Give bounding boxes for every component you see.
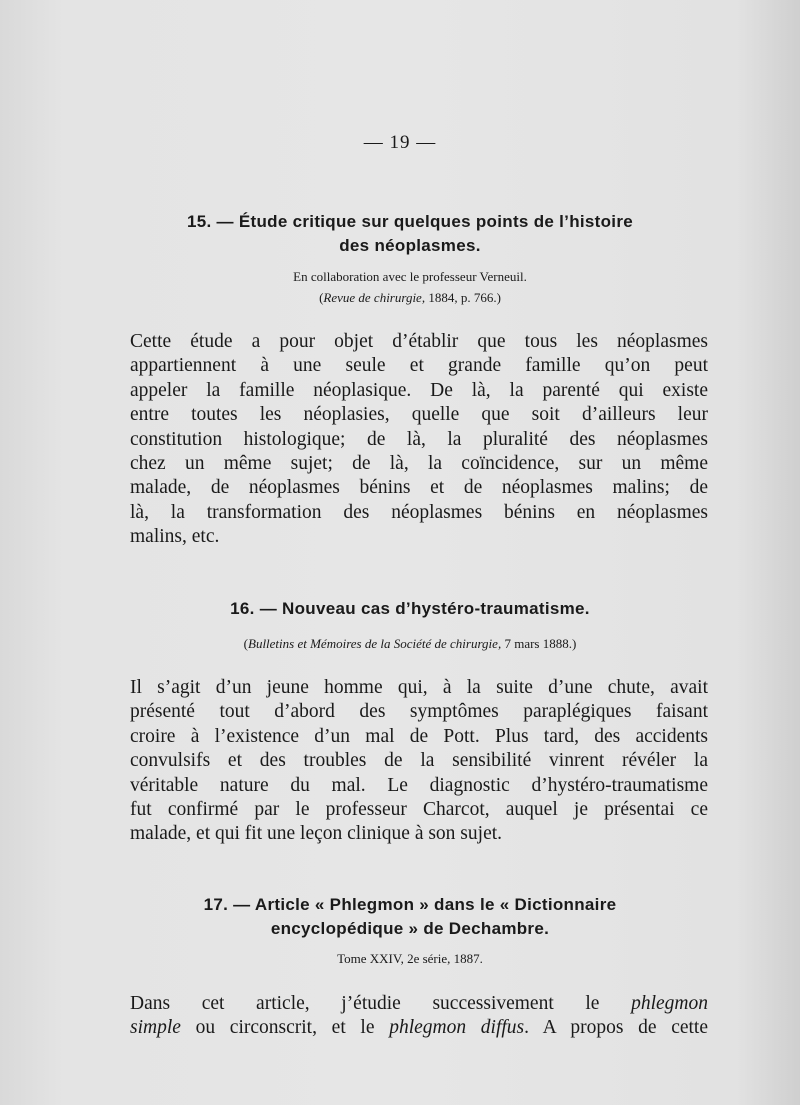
paragraph-line: constitution histologique; de là, la pluralité des néoplasmes — [130, 428, 708, 450]
paragraph-line: Cette étude a pour objet d’établir que tous les néoplasmes — [130, 331, 708, 352]
paragraph-line: appartiennent à une seule et grande famille qu’on peut — [130, 355, 708, 377]
entry-16-paragraph — [130, 676, 708, 847]
paragraph-line: malade, et qui fit une leçon clinique à son sujet. — [130, 823, 503, 845]
entry-17-heading — [100, 893, 720, 941]
paragraph-line — [130, 1016, 708, 1040]
italic-text: phlegmon — [631, 993, 708, 1014]
paragraph-line: malade, de néoplasmes bénins et de néoplasmes malins; de — [130, 477, 708, 499]
paragraph-line: convulsifs et des troubles de la sensibilité vinrent révéler la — [130, 750, 708, 772]
text-run: . A propos de cette — [524, 1017, 708, 1039]
entry-15-source-detail: 1884, p. 766. — [425, 290, 497, 305]
entry-15-heading — [100, 210, 720, 258]
entry-15-heading-line-2: des néoplasmes. — [339, 236, 481, 255]
entry-17-heading-line-2: encyclopédique » de Dechambre. — [270, 919, 550, 938]
paragraph-line: présenté tout d’abord des symptômes paraplégiques faisant — [130, 701, 708, 723]
paragraph-line: chez un même sujet; de là, la coïncidence, sur un même — [130, 453, 708, 475]
entry-16-source-journal: Bulletins et Mémoires de la Société de chirurgie, — [248, 636, 502, 651]
italic-text: simple — [130, 1017, 181, 1039]
paragraph-line: là, la transformation des néoplasmes bénins en néoplasmes — [130, 501, 708, 523]
entry-16-heading — [100, 597, 720, 621]
page-number: — 19 — — [363, 132, 437, 153]
entry-15-paragraph — [130, 330, 708, 550]
paragraph-line: appeler la famille néoplasique. De là, la parenté qui existe — [130, 379, 708, 401]
entry-16-source: (Bulletins et Mémoires de la Société de chirurgie, 7 mars 1888.) — [243, 636, 577, 651]
text-run: ou circonscrit, et le — [180, 1017, 390, 1039]
italic-text: phlegmon diffus — [389, 1017, 525, 1039]
entry-16-heading-line-1: 16. — Nouveau cas d’hystéro-traumatisme. — [230, 599, 590, 618]
entry-15-source-journal: Revue de chirurgie, — [323, 290, 426, 305]
entry-16-source-detail: 7 mars 1888. — [501, 636, 572, 651]
paragraph-line — [130, 992, 708, 1016]
text-run: Dans cet article, j’étudie successivement le — [130, 993, 632, 1014]
entry-15-heading-line-1: 15. — Étude critique sur quelques points de l’histoire — [187, 212, 633, 231]
paragraph-line: entre toutes les néoplasies, quelle que soit d’ailleurs leur — [130, 404, 708, 426]
entry-17-heading-line-1: 17. — Article « Phlegmon » dans le « Dictionnaire — [203, 895, 617, 914]
paragraph-line: véritable nature du mal. Le diagnostic d’hystéro-traumatisme — [130, 774, 708, 796]
entry-17-paragraph — [130, 992, 708, 1041]
paragraph-line: fut confirmé par le professeur Charcot, auquel je présentai ce — [130, 799, 708, 821]
entry-15-note: En collaboration avec le professeur Verneuil. — [293, 269, 527, 284]
entry-15-source: (Revue de chirurgie, 1884, p. 766.) — [319, 290, 501, 305]
entry-17-note: Tome XXIV, 2e série, 1887. — [337, 951, 483, 966]
paragraph-line: Il s’agit d’un jeune homme qui, à la suite d’une chute, avait — [130, 677, 708, 698]
paragraph-line: malins, etc. — [130, 526, 220, 548]
paragraph-line: croire à l’existence d’un mal de Pott. Plus tard, des accidents — [130, 725, 708, 747]
